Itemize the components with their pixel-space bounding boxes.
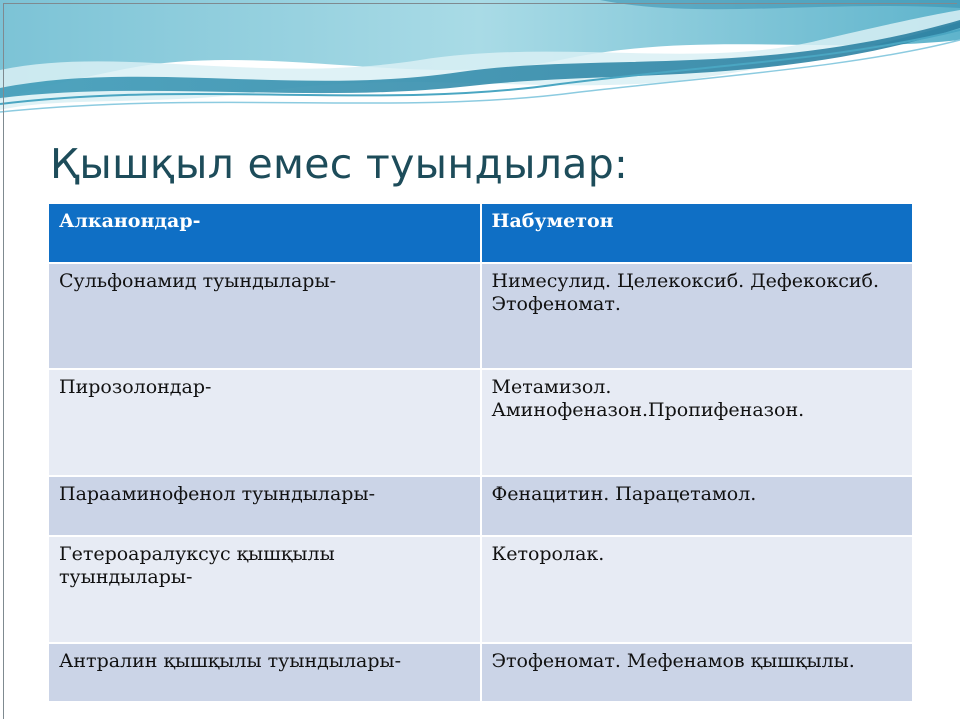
table-row <box>49 476 913 536</box>
header-cell-group: Алканондар- <box>49 204 481 264</box>
header-cell-drugs: Набуметон <box>481 204 913 264</box>
cell-group: Антралин қышқылы туындылары- <box>49 643 481 702</box>
table-row <box>49 263 913 369</box>
cell-group: Гетероаралуксус қышқылы туындылары- <box>49 536 481 643</box>
table-row <box>49 536 913 643</box>
cell-group: Пирозолондар- <box>49 369 481 476</box>
cell-group: Сульфонамид туындылары- <box>49 263 481 369</box>
wave-header-decoration <box>0 0 960 120</box>
cell-drugs: Кеторолак. <box>481 536 913 643</box>
cell-drugs: Нимесулид. Целекоксиб. Дефекоксиб. Этофеномат. <box>481 263 913 369</box>
table-row <box>49 643 913 702</box>
cell-group: Парааминофенол туындылары- <box>49 476 481 536</box>
table-row <box>49 369 913 476</box>
drug-table <box>48 203 914 703</box>
cell-drugs: Метамизол. Аминофеназон.Пропифеназон. <box>481 369 913 476</box>
cell-drugs: Этофеномат. Мефенамов қышқылы. <box>481 643 913 702</box>
cell-drugs: Фенацитин. Парацетамол. <box>481 476 913 536</box>
table-header-row <box>49 204 913 264</box>
slide-title: Қышқыл емес туындылар: <box>50 140 629 188</box>
